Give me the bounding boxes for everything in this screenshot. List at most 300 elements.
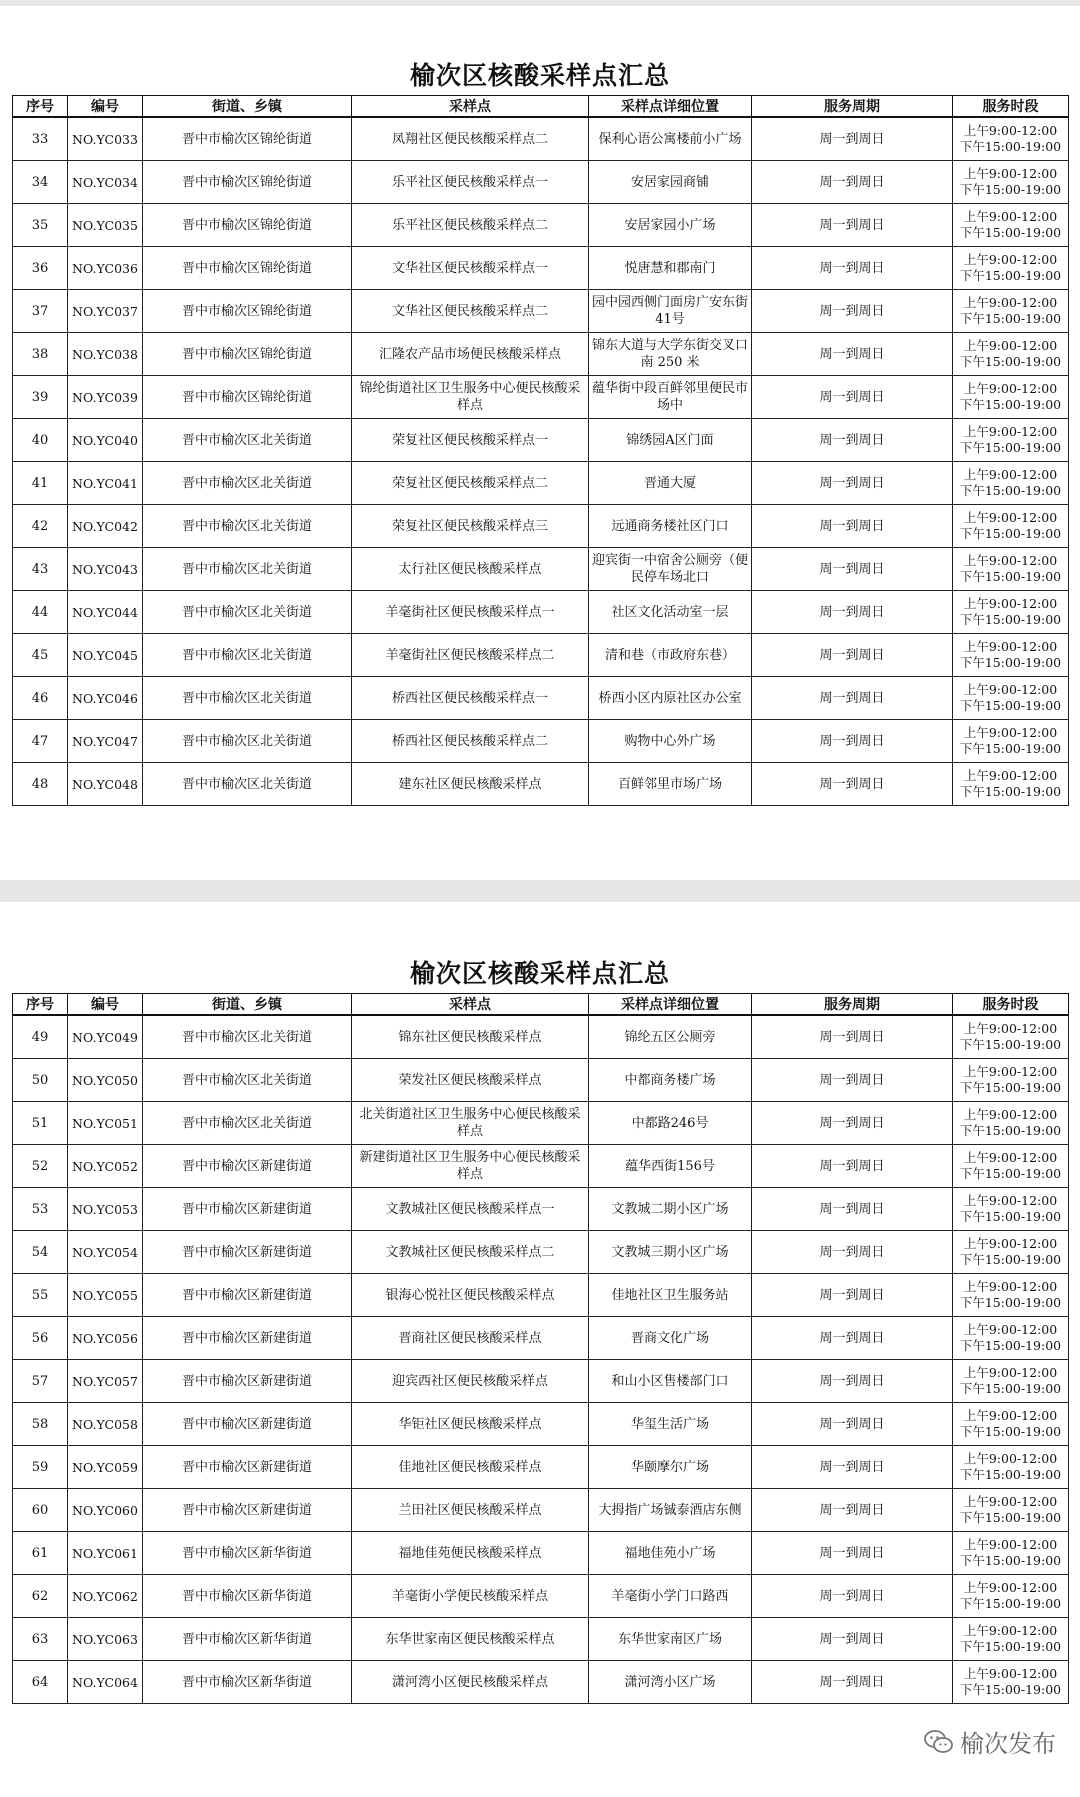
cell-location: 文教城三期小区广场 xyxy=(589,1231,752,1274)
cell-code: NO.YC049 xyxy=(68,1015,143,1059)
cell-location: 保利心语公寓楼前小广场 xyxy=(589,117,752,161)
hours-afternoon: 下午15:00-19:00 xyxy=(959,655,1062,670)
cell-site: 新建街道社区卫生服务中心便民核酸采样点 xyxy=(352,1145,589,1188)
cell-street: 晋中市榆次区北关街道 xyxy=(143,1102,352,1145)
cell-seq: 46 xyxy=(13,677,68,720)
hours-afternoon: 下午15:00-19:00 xyxy=(959,1510,1062,1525)
cell-hours xyxy=(953,505,1069,548)
hours-morning: 上午9:00-12:00 xyxy=(963,1107,1058,1122)
cell-location: 潇河湾小区广场 xyxy=(589,1661,752,1704)
hours-morning: 上午9:00-12:00 xyxy=(963,1021,1058,1036)
cell-street: 晋中市榆次区北关街道 xyxy=(143,1015,352,1059)
cell-code: NO.YC048 xyxy=(68,763,143,806)
hours-morning: 上午9:00-12:00 xyxy=(963,1451,1058,1466)
cell-location: 中都路246号 xyxy=(589,1102,752,1145)
hours-morning: 上午9:00-12:00 xyxy=(963,1365,1058,1380)
cell-hours xyxy=(953,1532,1069,1575)
hours-afternoon: 下午15:00-19:00 xyxy=(959,1123,1062,1138)
cell-street: 晋中市榆次区新华街道 xyxy=(143,1575,352,1618)
cell-street: 晋中市榆次区新华街道 xyxy=(143,1661,352,1704)
table-row xyxy=(13,1575,1069,1618)
wechat-icon xyxy=(924,1729,954,1755)
cell-hours xyxy=(953,1575,1069,1618)
cell-hours xyxy=(953,1059,1069,1102)
cell-street: 晋中市榆次区北关街道 xyxy=(143,720,352,763)
cell-period: 周一到周日 xyxy=(752,763,953,806)
cell-hours xyxy=(953,376,1069,419)
hours-morning: 上午9:00-12:00 xyxy=(963,467,1058,482)
cell-code: NO.YC041 xyxy=(68,462,143,505)
cell-seq: 49 xyxy=(13,1015,68,1059)
cell-period: 周一到周日 xyxy=(752,419,953,462)
cell-site: 文华社区便民核酸采样点一 xyxy=(352,247,589,290)
cell-hours xyxy=(953,1102,1069,1145)
cell-street: 晋中市榆次区北关街道 xyxy=(143,505,352,548)
cell-code: NO.YC057 xyxy=(68,1360,143,1403)
table-row xyxy=(13,1532,1069,1575)
cell-seq: 62 xyxy=(13,1575,68,1618)
hours-afternoon: 下午15:00-19:00 xyxy=(959,741,1062,756)
cell-code: NO.YC036 xyxy=(68,247,143,290)
cell-hours xyxy=(953,204,1069,247)
cell-street: 晋中市榆次区北关街道 xyxy=(143,763,352,806)
cell-code: NO.YC047 xyxy=(68,720,143,763)
cell-site: 羊毫街小学便民核酸采样点 xyxy=(352,1575,589,1618)
table-row xyxy=(13,677,1069,720)
cell-site: 乐平社区便民核酸采样点一 xyxy=(352,161,589,204)
cell-street: 晋中市榆次区北关街道 xyxy=(143,677,352,720)
cell-location: 安居家园商铺 xyxy=(589,161,752,204)
cell-site: 东华世家南区便民核酸采样点 xyxy=(352,1618,589,1661)
cell-site: 羊毫街社区便民核酸采样点二 xyxy=(352,634,589,677)
cell-site: 桥西社区便民核酸采样点一 xyxy=(352,677,589,720)
cell-street: 晋中市榆次区锦纶街道 xyxy=(143,290,352,333)
cell-hours xyxy=(953,1618,1069,1661)
cell-location: 清和巷（市政府东巷） xyxy=(589,634,752,677)
cell-period: 周一到周日 xyxy=(752,1102,953,1145)
header-hours: 服务时段 xyxy=(953,96,1069,118)
cell-street: 晋中市榆次区锦纶街道 xyxy=(143,247,352,290)
hours-afternoon: 下午15:00-19:00 xyxy=(959,1080,1062,1095)
header-seq: 序号 xyxy=(13,96,68,118)
table-row xyxy=(13,591,1069,634)
table-row xyxy=(13,290,1069,333)
cell-period: 周一到周日 xyxy=(752,247,953,290)
table-row xyxy=(13,505,1069,548)
sampling-sites-table xyxy=(12,993,1069,1704)
cell-seq: 52 xyxy=(13,1145,68,1188)
cell-location: 桥西小区内原社区办公室 xyxy=(589,677,752,720)
hours-afternoon: 下午15:00-19:00 xyxy=(959,1682,1062,1697)
table-row xyxy=(13,333,1069,376)
cell-location: 远通商务楼社区门口 xyxy=(589,505,752,548)
hours-afternoon: 下午15:00-19:00 xyxy=(959,1209,1062,1224)
hours-afternoon: 下午15:00-19:00 xyxy=(959,784,1062,799)
cell-site: 桥西社区便民核酸采样点二 xyxy=(352,720,589,763)
cell-location: 锦东大道与大学东街交叉口 南 250 米 xyxy=(589,333,752,376)
cell-street: 晋中市榆次区北关街道 xyxy=(143,548,352,591)
table-row xyxy=(13,1446,1069,1489)
cell-street: 晋中市榆次区新华街道 xyxy=(143,1532,352,1575)
cell-site: 迎宾西社区便民核酸采样点 xyxy=(352,1360,589,1403)
table-row xyxy=(13,763,1069,806)
hours-morning: 上午9:00-12:00 xyxy=(963,768,1058,783)
cell-seq: 60 xyxy=(13,1489,68,1532)
table-row xyxy=(13,1317,1069,1360)
cell-code: NO.YC037 xyxy=(68,290,143,333)
table-row xyxy=(13,462,1069,505)
hours-morning: 上午9:00-12:00 xyxy=(963,510,1058,525)
table-row xyxy=(13,1231,1069,1274)
cell-site: 潇河湾小区便民核酸采样点 xyxy=(352,1661,589,1704)
cell-street: 晋中市榆次区新建街道 xyxy=(143,1446,352,1489)
hours-morning: 上午9:00-12:00 xyxy=(963,123,1058,138)
cell-site: 文教城社区便民核酸采样点一 xyxy=(352,1188,589,1231)
hours-morning: 上午9:00-12:00 xyxy=(963,1064,1058,1079)
cell-period: 周一到周日 xyxy=(752,548,953,591)
cell-seq: 63 xyxy=(13,1618,68,1661)
cell-code: NO.YC051 xyxy=(68,1102,143,1145)
cell-hours xyxy=(953,1446,1069,1489)
table-row xyxy=(13,1661,1069,1704)
cell-location: 锦绣园A区门面 xyxy=(589,419,752,462)
cell-code: NO.YC062 xyxy=(68,1575,143,1618)
cell-code: NO.YC052 xyxy=(68,1145,143,1188)
cell-hours xyxy=(953,1317,1069,1360)
cell-code: NO.YC058 xyxy=(68,1403,143,1446)
hours-morning: 上午9:00-12:00 xyxy=(963,209,1058,224)
hours-afternoon: 下午15:00-19:00 xyxy=(959,526,1062,541)
table-body xyxy=(13,1015,1069,1704)
cell-site: 建东社区便民核酸采样点 xyxy=(352,763,589,806)
cell-seq: 56 xyxy=(13,1317,68,1360)
hours-afternoon: 下午15:00-19:00 xyxy=(959,311,1062,326)
cell-site: 兰田社区便民核酸采样点 xyxy=(352,1489,589,1532)
cell-hours xyxy=(953,720,1069,763)
cell-code: NO.YC038 xyxy=(68,333,143,376)
cell-code: NO.YC064 xyxy=(68,1661,143,1704)
cell-location: 社区文化活动室一层 xyxy=(589,591,752,634)
header-period: 服务周期 xyxy=(752,96,953,118)
hours-morning: 上午9:00-12:00 xyxy=(963,1494,1058,1509)
cell-seq: 45 xyxy=(13,634,68,677)
page-title: 榆次区核酸采样点汇总 xyxy=(409,959,670,988)
cell-location: 悦唐慧和郡南门 xyxy=(589,247,752,290)
hours-morning: 上午9:00-12:00 xyxy=(963,1580,1058,1595)
watermark-text: 榆次发布 xyxy=(960,1730,1056,1758)
cell-location: 安居家园小广场 xyxy=(589,204,752,247)
cell-hours xyxy=(953,333,1069,376)
table-row xyxy=(13,204,1069,247)
cell-site: 晋商社区便民核酸采样点 xyxy=(352,1317,589,1360)
cell-period: 周一到周日 xyxy=(752,720,953,763)
cell-street: 晋中市榆次区锦纶街道 xyxy=(143,204,352,247)
watermark xyxy=(924,1724,1056,1759)
table-row xyxy=(13,1489,1069,1532)
document-page-1 xyxy=(0,6,1080,880)
cell-seq: 43 xyxy=(13,548,68,591)
cell-code: NO.YC054 xyxy=(68,1231,143,1274)
cell-seq: 40 xyxy=(13,419,68,462)
hours-morning: 上午9:00-12:00 xyxy=(963,1150,1058,1165)
cell-hours xyxy=(953,1360,1069,1403)
hours-morning: 上午9:00-12:00 xyxy=(963,1279,1058,1294)
cell-site: 羊毫街社区便民核酸采样点一 xyxy=(352,591,589,634)
cell-hours xyxy=(953,1661,1069,1704)
cell-seq: 33 xyxy=(13,117,68,161)
cell-site: 文华社区便民核酸采样点二 xyxy=(352,290,589,333)
cell-site: 文教城社区便民核酸采样点二 xyxy=(352,1231,589,1274)
cell-period: 周一到周日 xyxy=(752,1231,953,1274)
cell-seq: 34 xyxy=(13,161,68,204)
cell-site: 银海心悦社区便民核酸采样点 xyxy=(352,1274,589,1317)
hours-afternoon: 下午15:00-19:00 xyxy=(959,440,1062,455)
cell-hours xyxy=(953,290,1069,333)
hours-afternoon: 下午15:00-19:00 xyxy=(959,1037,1062,1052)
cell-period: 周一到周日 xyxy=(752,634,953,677)
cell-period: 周一到周日 xyxy=(752,1188,953,1231)
table-header-row xyxy=(13,96,1069,118)
cell-site: 荣复社区便民核酸采样点三 xyxy=(352,505,589,548)
hours-morning: 上午9:00-12:00 xyxy=(963,295,1058,310)
cell-code: NO.YC059 xyxy=(68,1446,143,1489)
cell-code: NO.YC045 xyxy=(68,634,143,677)
sampling-sites-table xyxy=(12,95,1069,806)
hours-afternoon: 下午15:00-19:00 xyxy=(959,354,1062,369)
hours-morning: 上午9:00-12:00 xyxy=(963,1537,1058,1552)
cell-street: 晋中市榆次区北关街道 xyxy=(143,591,352,634)
cell-hours xyxy=(953,763,1069,806)
hours-morning: 上午9:00-12:00 xyxy=(963,252,1058,267)
cell-site: 华钜社区便民核酸采样点 xyxy=(352,1403,589,1446)
hours-afternoon: 下午15:00-19:00 xyxy=(959,1295,1062,1310)
cell-street: 晋中市榆次区新华街道 xyxy=(143,1618,352,1661)
hours-afternoon: 下午15:00-19:00 xyxy=(959,268,1062,283)
cell-hours xyxy=(953,1231,1069,1274)
cell-hours xyxy=(953,1015,1069,1059)
hours-afternoon: 下午15:00-19:00 xyxy=(959,139,1062,154)
cell-seq: 55 xyxy=(13,1274,68,1317)
hours-morning: 上午9:00-12:00 xyxy=(963,1322,1058,1337)
cell-site: 凤翔社区便民核酸采样点二 xyxy=(352,117,589,161)
table-row xyxy=(13,117,1069,161)
cell-street: 晋中市榆次区新建街道 xyxy=(143,1317,352,1360)
cell-site: 荣复社区便民核酸采样点一 xyxy=(352,419,589,462)
cell-street: 晋中市榆次区北关街道 xyxy=(143,419,352,462)
cell-hours xyxy=(953,677,1069,720)
cell-site: 荣复社区便民核酸采样点二 xyxy=(352,462,589,505)
table-row xyxy=(13,1059,1069,1102)
cell-location: 和山小区售楼部门口 xyxy=(589,1360,752,1403)
cell-hours xyxy=(953,1188,1069,1231)
table-row xyxy=(13,720,1069,763)
cell-code: NO.YC044 xyxy=(68,591,143,634)
cell-street: 晋中市榆次区锦纶街道 xyxy=(143,376,352,419)
cell-seq: 42 xyxy=(13,505,68,548)
hours-morning: 上午9:00-12:00 xyxy=(963,1236,1058,1251)
cell-site: 锦东社区便民核酸采样点 xyxy=(352,1015,589,1059)
header-seq: 序号 xyxy=(13,994,68,1016)
cell-period: 周一到周日 xyxy=(752,1059,953,1102)
cell-location: 蕴华西街156号 xyxy=(589,1145,752,1188)
cell-seq: 51 xyxy=(13,1102,68,1145)
cell-code: NO.YC046 xyxy=(68,677,143,720)
cell-hours xyxy=(953,161,1069,204)
table-body xyxy=(13,117,1069,806)
cell-period: 周一到周日 xyxy=(752,333,953,376)
cell-period: 周一到周日 xyxy=(752,1317,953,1360)
cell-location: 百鲜邻里市场广场 xyxy=(589,763,752,806)
cell-hours xyxy=(953,634,1069,677)
cell-street: 晋中市榆次区新建街道 xyxy=(143,1403,352,1446)
cell-seq: 64 xyxy=(13,1661,68,1704)
header-period: 服务周期 xyxy=(752,994,953,1016)
cell-street: 晋中市榆次区新建街道 xyxy=(143,1145,352,1188)
cell-code: NO.YC043 xyxy=(68,548,143,591)
hours-afternoon: 下午15:00-19:00 xyxy=(959,569,1062,584)
cell-code: NO.YC061 xyxy=(68,1532,143,1575)
cell-code: NO.YC053 xyxy=(68,1188,143,1231)
cell-period: 周一到周日 xyxy=(752,462,953,505)
cell-period: 周一到周日 xyxy=(752,1489,953,1532)
table-row xyxy=(13,1188,1069,1231)
cell-seq: 53 xyxy=(13,1188,68,1231)
hours-morning: 上午9:00-12:00 xyxy=(963,1408,1058,1423)
cell-seq: 57 xyxy=(13,1360,68,1403)
cell-site: 太行社区便民核酸采样点 xyxy=(352,548,589,591)
hours-afternoon: 下午15:00-19:00 xyxy=(959,1467,1062,1482)
hours-morning: 上午9:00-12:00 xyxy=(963,1666,1058,1681)
cell-seq: 39 xyxy=(13,376,68,419)
hours-morning: 上午9:00-12:00 xyxy=(963,166,1058,181)
cell-location: 福地佳苑小广场 xyxy=(589,1532,752,1575)
header-street: 街道、乡镇 xyxy=(143,994,352,1016)
table-row xyxy=(13,247,1069,290)
cell-seq: 61 xyxy=(13,1532,68,1575)
cell-period: 周一到周日 xyxy=(752,204,953,247)
hours-afternoon: 下午15:00-19:00 xyxy=(959,1424,1062,1439)
cell-site: 乐平社区便民核酸采样点二 xyxy=(352,204,589,247)
cell-location: 大拇指广场铖泰酒店东侧 xyxy=(589,1489,752,1532)
cell-seq: 48 xyxy=(13,763,68,806)
cell-location: 晋商文化广场 xyxy=(589,1317,752,1360)
cell-location: 锦纶五区公厕旁 xyxy=(589,1015,752,1059)
header-site: 采样点 xyxy=(352,96,589,118)
cell-hours xyxy=(953,1274,1069,1317)
table-row xyxy=(13,161,1069,204)
header-location: 采样点详细位置 xyxy=(589,994,752,1016)
cell-site: 佳地社区便民核酸采样点 xyxy=(352,1446,589,1489)
cell-period: 周一到周日 xyxy=(752,1403,953,1446)
hours-morning: 上午9:00-12:00 xyxy=(963,553,1058,568)
cell-seq: 37 xyxy=(13,290,68,333)
hours-afternoon: 下午15:00-19:00 xyxy=(959,612,1062,627)
hours-morning: 上午9:00-12:00 xyxy=(963,381,1058,396)
cell-period: 周一到周日 xyxy=(752,1532,953,1575)
cell-seq: 44 xyxy=(13,591,68,634)
cell-site: 福地佳苑便民核酸采样点 xyxy=(352,1532,589,1575)
table-row xyxy=(13,1403,1069,1446)
table-row xyxy=(13,1145,1069,1188)
document-page-2 xyxy=(0,902,1080,1797)
header-street: 街道、乡镇 xyxy=(143,96,352,118)
hours-morning: 上午9:00-12:00 xyxy=(963,338,1058,353)
cell-seq: 41 xyxy=(13,462,68,505)
cell-hours xyxy=(953,462,1069,505)
hours-morning: 上午9:00-12:00 xyxy=(963,424,1058,439)
cell-street: 晋中市榆次区新建街道 xyxy=(143,1274,352,1317)
cell-street: 晋中市榆次区锦纶街道 xyxy=(143,333,352,376)
table-row xyxy=(13,419,1069,462)
cell-site: 北关街道社区卫生服务中心便民核酸采样点 xyxy=(352,1102,589,1145)
cell-period: 周一到周日 xyxy=(752,1618,953,1661)
cell-location: 中都商务楼广场 xyxy=(589,1059,752,1102)
hours-afternoon: 下午15:00-19:00 xyxy=(959,698,1062,713)
cell-hours xyxy=(953,591,1069,634)
hours-morning: 上午9:00-12:00 xyxy=(963,1623,1058,1638)
cell-seq: 35 xyxy=(13,204,68,247)
cell-seq: 50 xyxy=(13,1059,68,1102)
cell-code: NO.YC035 xyxy=(68,204,143,247)
cell-site: 汇隆农产品市场便民核酸采样点 xyxy=(352,333,589,376)
table-header-row xyxy=(13,994,1069,1016)
hours-afternoon: 下午15:00-19:00 xyxy=(959,1639,1062,1654)
header-hours: 服务时段 xyxy=(953,994,1069,1016)
cell-seq: 58 xyxy=(13,1403,68,1446)
cell-location: 园中园西侧门面房广安东街41号 xyxy=(589,290,752,333)
hours-afternoon: 下午15:00-19:00 xyxy=(959,1596,1062,1611)
table-row xyxy=(13,1274,1069,1317)
cell-location: 晋通大厦 xyxy=(589,462,752,505)
cell-hours xyxy=(953,247,1069,290)
table-row xyxy=(13,376,1069,419)
table-row xyxy=(13,1015,1069,1059)
cell-code: NO.YC063 xyxy=(68,1618,143,1661)
header-site: 采样点 xyxy=(352,994,589,1016)
hours-morning: 上午9:00-12:00 xyxy=(963,1193,1058,1208)
hours-afternoon: 下午15:00-19:00 xyxy=(959,1338,1062,1353)
header-location: 采样点详细位置 xyxy=(589,96,752,118)
cell-period: 周一到周日 xyxy=(752,1274,953,1317)
cell-code: NO.YC042 xyxy=(68,505,143,548)
table-row xyxy=(13,548,1069,591)
cell-code: NO.YC055 xyxy=(68,1274,143,1317)
cell-location: 佳地社区卫生服务站 xyxy=(589,1274,752,1317)
cell-code: NO.YC039 xyxy=(68,376,143,419)
cell-code: NO.YC050 xyxy=(68,1059,143,1102)
cell-code: NO.YC056 xyxy=(68,1317,143,1360)
cell-hours xyxy=(953,548,1069,591)
cell-seq: 36 xyxy=(13,247,68,290)
cell-hours xyxy=(953,1145,1069,1188)
cell-period: 周一到周日 xyxy=(752,117,953,161)
cell-period: 周一到周日 xyxy=(752,1015,953,1059)
table-row xyxy=(13,1360,1069,1403)
cell-site: 锦纶街道社区卫生服务中心便民核酸采样点 xyxy=(352,376,589,419)
cell-street: 晋中市榆次区北关街道 xyxy=(143,462,352,505)
cell-period: 周一到周日 xyxy=(752,591,953,634)
cell-seq: 59 xyxy=(13,1446,68,1489)
cell-street: 晋中市榆次区锦纶街道 xyxy=(143,161,352,204)
cell-location: 羊毫街小学门口路西 xyxy=(589,1575,752,1618)
hours-morning: 上午9:00-12:00 xyxy=(963,682,1058,697)
cell-period: 周一到周日 xyxy=(752,161,953,204)
cell-location: 文教城二期小区广场 xyxy=(589,1188,752,1231)
cell-location: 购物中心外广场 xyxy=(589,720,752,763)
cell-seq: 54 xyxy=(13,1231,68,1274)
cell-code: NO.YC040 xyxy=(68,419,143,462)
cell-period: 周一到周日 xyxy=(752,1661,953,1704)
